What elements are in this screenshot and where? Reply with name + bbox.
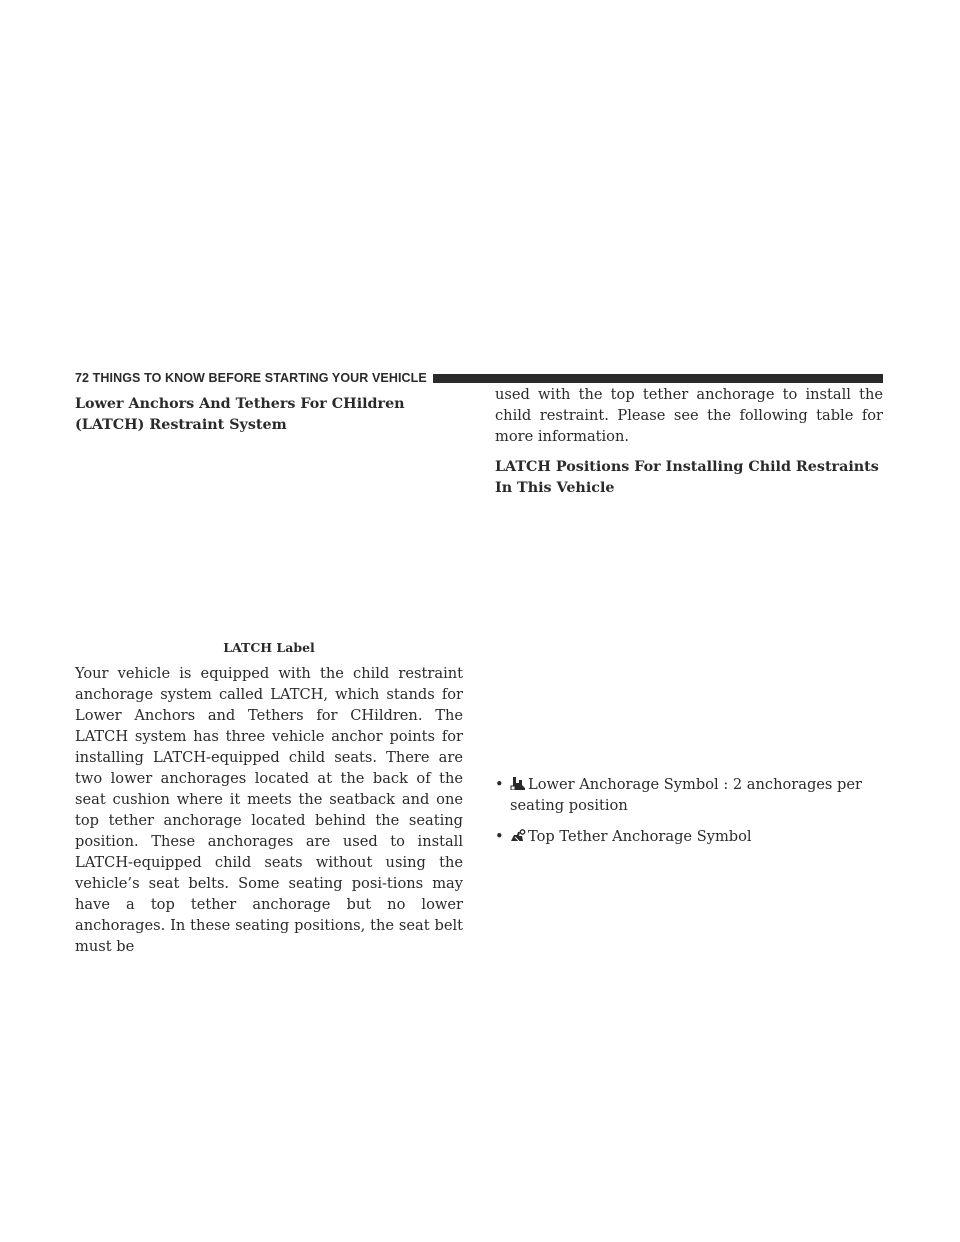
- latch-label-figure: [75, 436, 463, 640]
- bullet: •: [495, 828, 504, 845]
- right-column: [495, 384, 883, 857]
- header-rule: [433, 374, 883, 383]
- page-number-and-section: 72 THINGS TO KNOW BEFORE STARTING YOUR VEHICLE: [75, 371, 427, 385]
- latch-positions-table: [495, 499, 883, 774]
- left-column: [75, 394, 463, 957]
- lower-anchorage-icon: [510, 777, 526, 790]
- list-item: [495, 774, 883, 816]
- figure-caption: LATCH Label: [223, 640, 315, 655]
- bullet: •: [495, 776, 504, 793]
- section-heading-latch-positions: LATCH Positions For Installing Child Restraints In This Vehicle: [495, 459, 879, 496]
- list-item-text: Top Tether Anchorage Symbol: [528, 828, 752, 845]
- list-item-text: Lower Anchorage Symbol : 2 anchorages per seating position: [510, 776, 863, 814]
- list-item: [495, 826, 883, 847]
- body-paragraph: Your vehicle is equipped with the child restraint anchorage system called LATCH, which stands for Lower Anchors and Tethers for CHildren. The LATCH system has three vehicle anchor points for installing LATCH-equipped child seats. There are two lower anchorages located at the back of the seat cushion where it meets the seatback and one top tether anchorage located behind the seating position. These anchorages are used to install LATCH-equipped child seats without using the vehicle’s seat belts. Some seating posi-tions may have a top tether anchorage but no lower anchorages. In these seating positions, the seat belt must be: [75, 665, 463, 955]
- section-heading-latch: Lower Anchors And Tethers For CHildren (LATCH) Restraint System: [75, 396, 405, 433]
- top-tether-anchorage-icon: [510, 829, 526, 842]
- page-header: [75, 371, 883, 385]
- symbol-legend: [495, 774, 883, 847]
- body-paragraph-continued: used with the top tether anchorage to install the child restraint. Please see the following table for more information.: [495, 386, 883, 445]
